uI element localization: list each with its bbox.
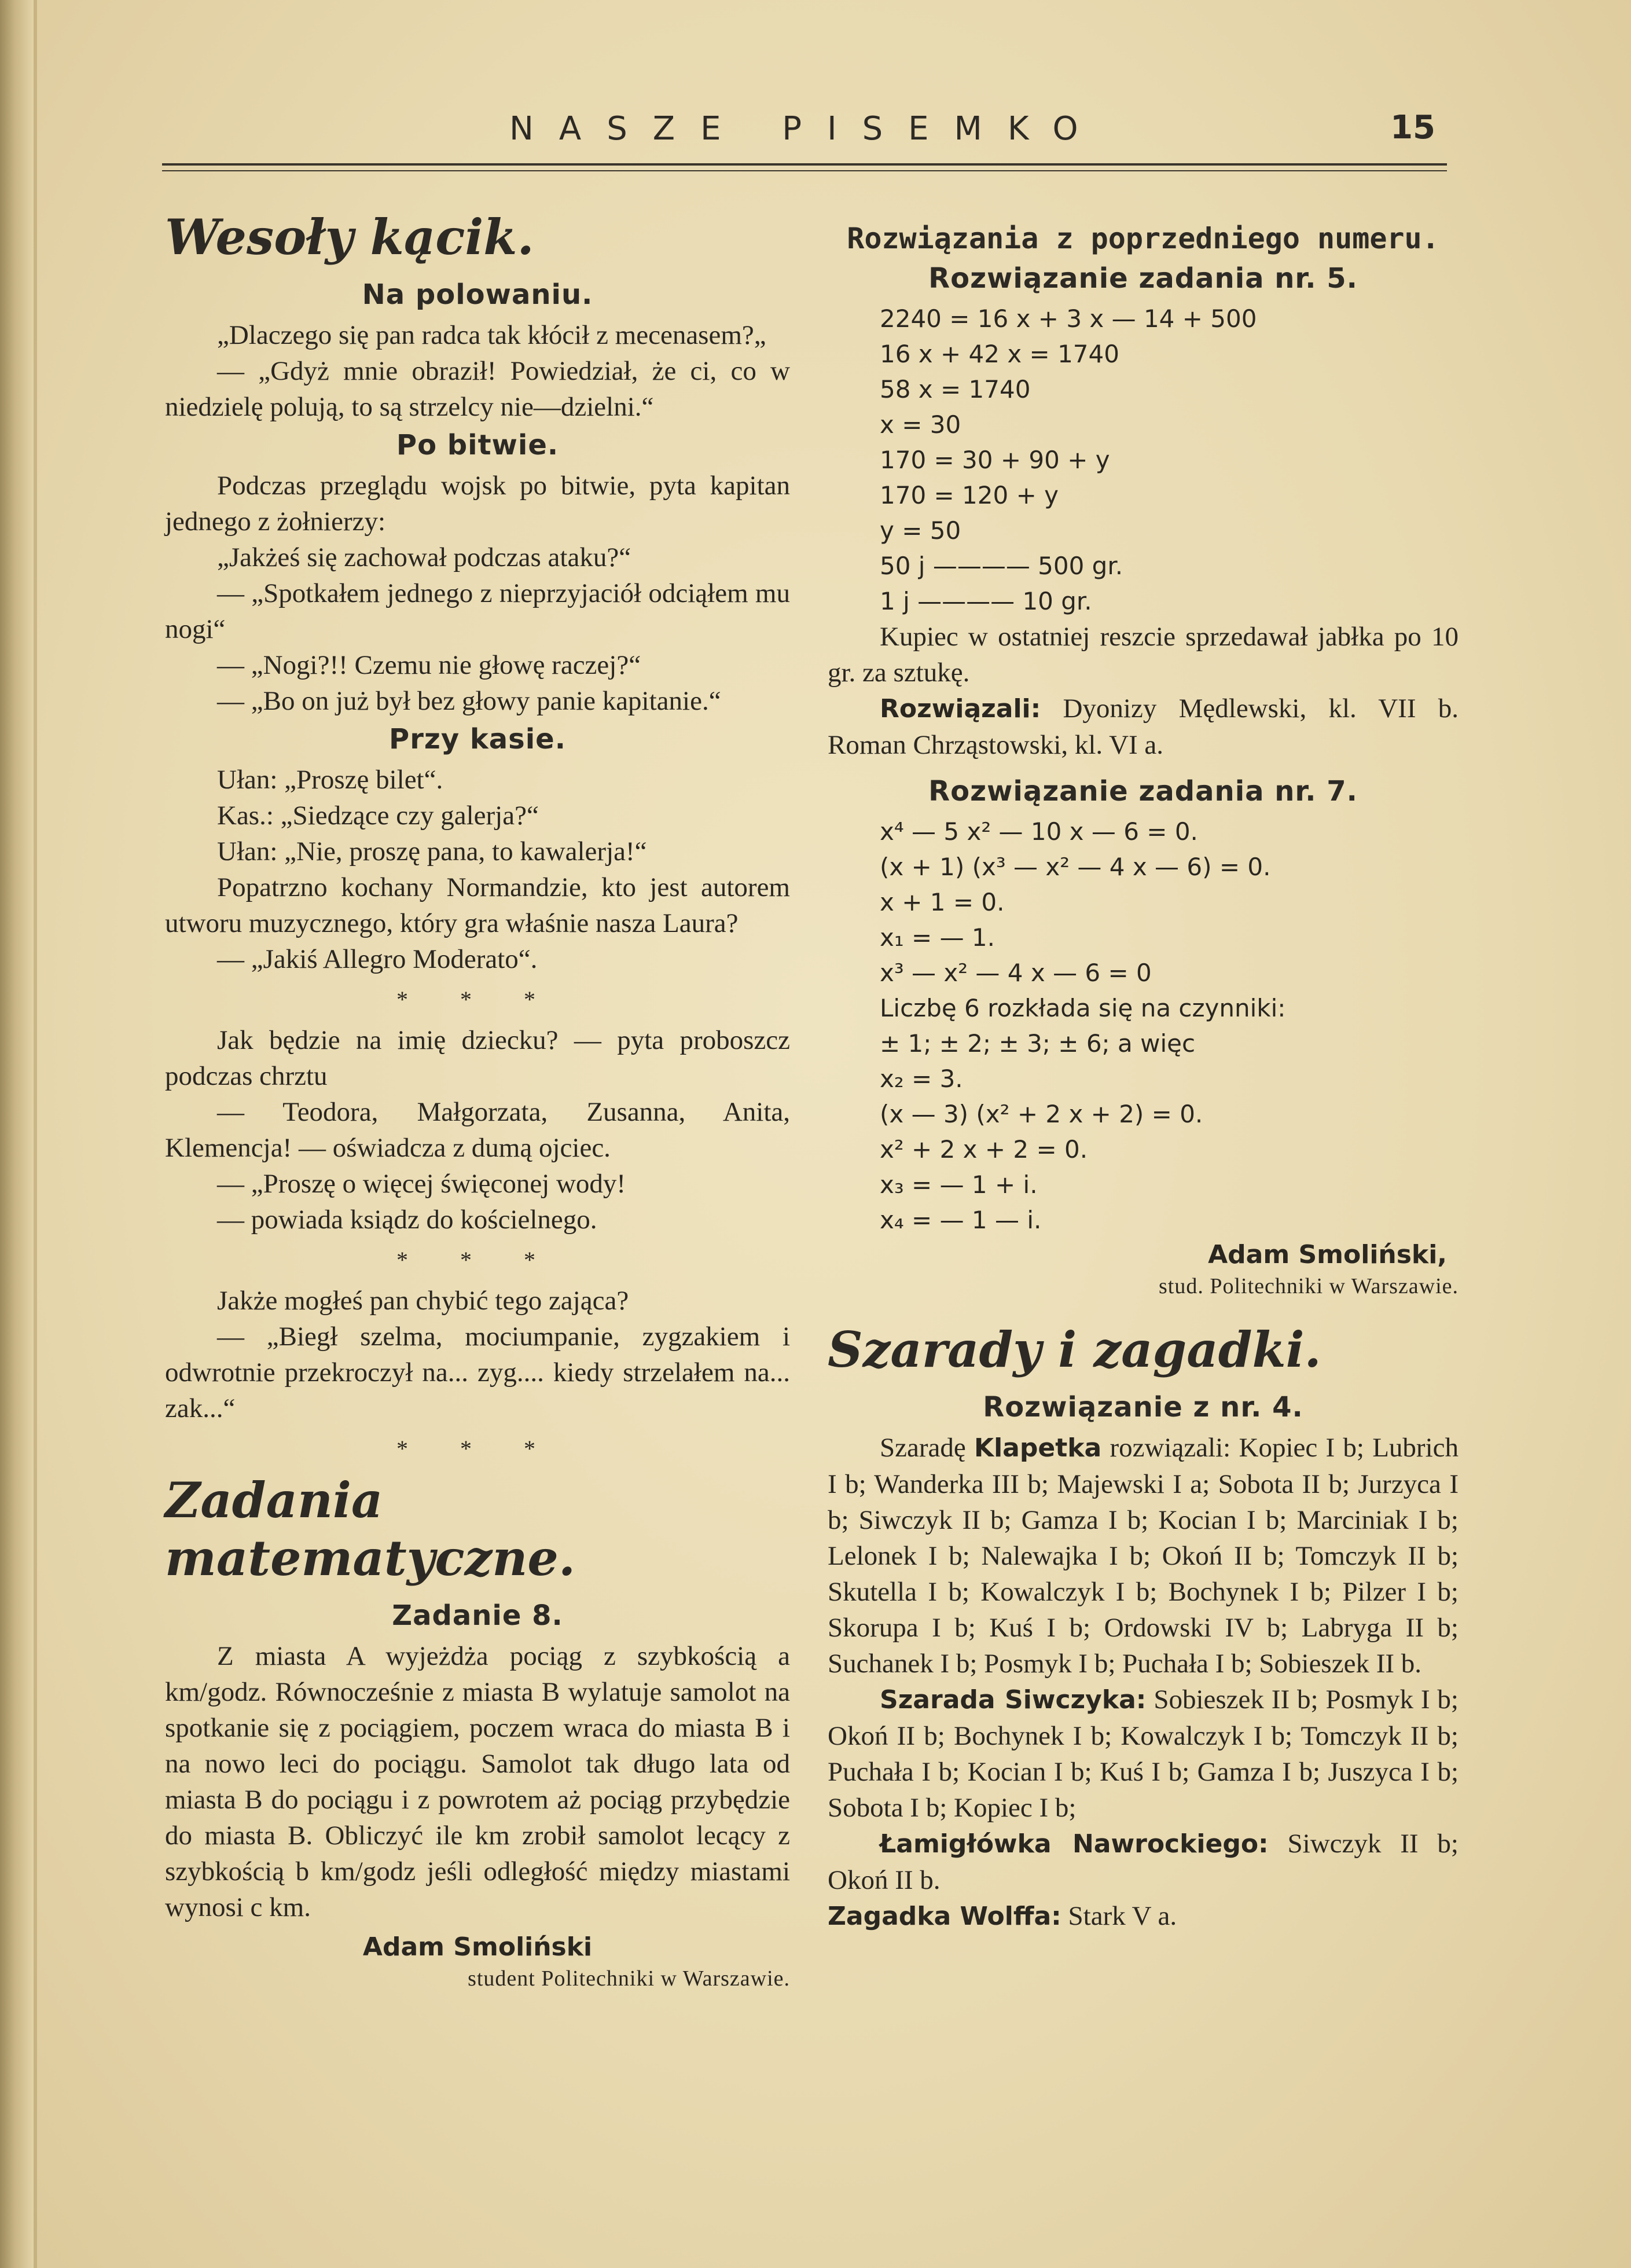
nawrocki-text: Siwczyk II b; Okoń II b. (828, 1829, 1459, 1895)
paragraph: Ułan: „Proszę bilet“. (217, 765, 443, 795)
equation-line: x₃ = — 1 + i. (880, 1170, 1038, 1199)
wolff-text: Stark V a. (1068, 1901, 1177, 1931)
separator-stars: * * * (396, 1436, 559, 1462)
paragraph-klapetka (828, 1430, 1459, 1682)
siwczyk-label: Szarada Siwczyka: (880, 1685, 1147, 1715)
running-title: NASZE PISEMKO (509, 110, 1104, 148)
nawrocki-label: Łamigłówka Nawrockiego: (880, 1829, 1269, 1859)
page-header (162, 110, 1447, 168)
equation-line: (x + 1) (x³ — x² — 4 x — 6) = 0. (880, 853, 1271, 881)
paragraph: — „Proszę o więcej święconej wody! (217, 1169, 626, 1199)
left-column (165, 208, 790, 1992)
heading-rozwiazania: Rozwiązania z poprzedniego numeru. (847, 222, 1439, 255)
paragraph: Jak będzie na imię dziecku? — pyta proboszcz podczas chrztu (165, 1025, 790, 1091)
paragraph-nawrocki (828, 1826, 1459, 1898)
heading-przy-kasie: Przy kasie. (389, 723, 566, 755)
paragraph: „Jakżeś się zachował podczas ataku?“ (217, 542, 631, 572)
equation-line: x₄ = — 1 — i. (880, 1206, 1042, 1234)
binding-edge (34, 0, 37, 2268)
solvers-line (828, 691, 1459, 763)
wolff-label: Zagadka Wolffa: (828, 1902, 1061, 1931)
solvers-label: Rozwiązali: (880, 694, 1041, 724)
author-signature: Adam Smoliński, (1208, 1240, 1447, 1269)
equation-line: 58 x = 1740 (880, 375, 1031, 403)
heading-zadanie-8: Zadanie 8. (392, 1599, 563, 1632)
solvers-names: Dyonizy Mędlewski, kl. VII b. Roman Chrząstowski, kl. VI a. (828, 693, 1459, 760)
paragraph-wolff (828, 1898, 1459, 1935)
binding-spine (0, 0, 34, 2268)
paragraph-siwczyk (828, 1682, 1459, 1826)
paragraph: Kas.: „Siedzące czy galerja?“ (217, 801, 539, 831)
section-title-zadania: Zadania matematyczne. (165, 1471, 576, 1587)
equation-line: ± 1; ± 2; ± 3; ± 6; a więc (880, 1029, 1196, 1058)
paragraph: Kupiec w ostatniej reszcie sprzedawał jabłka po 10 gr. za sztukę. (828, 622, 1459, 688)
klapetka-text: rozwiązali: Kopiec I b; Lubrich I b; Wanderka III b; Majewski I a; Sobota II b; Jurzyca I b; Siwczyk II b; Gamza I b; Kocian I b; Marciniak I b; Lelonek I b; Nalewajka I b; Okoń II b; Tomczyk II b; Skutella I b; Kowalczyk I b; Bochynek I b; Pilzer I b; Skorupa I b; Kuś I b; Ordowski IV b; Labryga II b; Suchanek I b; Posmyk I b; Puchała I b; Sobieszek II b. (828, 1433, 1459, 1679)
paragraph: — „Nogi?!! Czemu nie głowę raczej?“ (217, 650, 641, 680)
paragraph: — „Jakiś Allegro Moderato“. (217, 944, 538, 974)
paragraph: „Dlaczego się pan radca tak kłócił z mecenasem?„ (217, 320, 766, 350)
paragraph-zadanie: Z miasta A wyjeżdża pociąg z szybkością a km/godz. Równocześnie z miasta B wylatuje samolot na spotkanie się z pociągiem, poczem wraca do miasta B i na nowo leci do pociągu. Samolot tak długo lata od miasta B do pociągu i z powrotem aż pociąg przybędzie do miasta B. Obliczyć ile km zrobił samolot lecący z szybkością b km/godz jeśli odległość między miastami wynosi c km. (165, 1641, 790, 1922)
klapetka-label: Klapetka (974, 1433, 1102, 1463)
paragraph: Ułan: „Nie, proszę pana, to kawalerja!“ (217, 836, 647, 867)
equation-line: x + 1 = 0. (880, 888, 1005, 916)
page-number: 15 (1390, 109, 1435, 146)
paragraph: Popatrzno kochany Normandzie, kto jest autorem utworu muzycznego, który gra właśnie nasza Laura? (165, 872, 790, 938)
equation-line: x₁ = — 1. (880, 923, 996, 952)
section-title-wesoly-kacik: Wesoły kącik. (165, 208, 534, 266)
separator-stars: * * * (396, 986, 559, 1012)
paragraph: — „Gdyż mnie obraził! Powiedział, że ci, co w niedzielę polują, to są strzelcy nie—dzielni.“ (165, 356, 790, 422)
equation-line: x⁴ — 5 x² — 10 x — 6 = 0. (880, 817, 1198, 846)
equation-line: 170 = 120 + y (880, 481, 1059, 509)
heading-po-bitwie: Po bitwie. (396, 429, 559, 461)
paragraph: Podczas przeglądu wojsk po bitwie, pyta kapitan jednego z żołnierzy: (165, 471, 790, 537)
heading-rozwiazanie-5: Rozwiązanie zadania nr. 5. (928, 262, 1358, 295)
equation-line: 1 j ———— 10 gr. (880, 587, 1092, 615)
paragraph: — powiada ksiądz do kościelnego. (217, 1205, 597, 1235)
author-affiliation: student Politechniki w Warszawie. (468, 1966, 790, 1991)
paragraph: — Teodora, Małgorzata, Zusanna, Anita, Klemencja! — oświadcza z dumą ojciec. (165, 1097, 790, 1163)
author-affiliation: stud. Politechniki w Warszawie. (1159, 1274, 1459, 1298)
equation-line: x₂ = 3. (880, 1065, 963, 1093)
equation-line: y = 50 (880, 516, 961, 545)
equation-line: (x — 3) (x² + 2 x + 2) = 0. (880, 1100, 1203, 1128)
author-signature: Adam Smoliński (362, 1932, 593, 1962)
klapetka-pre: Szaradę (880, 1433, 966, 1463)
section-title-szarady: Szarady i zagadki. (828, 1321, 1321, 1378)
equation-line: Liczbę 6 rozkłada się na czynniki: (880, 994, 1286, 1022)
header-rule-thin (162, 170, 1447, 171)
paragraph: Jakże mogłeś pan chybić tego zająca? (217, 1286, 629, 1316)
equation-line: 170 = 30 + 90 + y (880, 446, 1110, 474)
equation-line: 16 x + 42 x = 1740 (880, 340, 1119, 368)
paragraph: — „Spotkałem jednego z nieprzyjaciół odciąłem mu nogi“ (165, 578, 790, 644)
heading-na-polowaniu: Na polowaniu. (362, 278, 593, 311)
equation-line: 50 j ———— 500 gr. (880, 552, 1123, 580)
header-rule (162, 163, 1447, 166)
paragraph: — „Bo on już był bez głowy panie kapitanie.“ (217, 686, 721, 716)
separator-stars: * * * (396, 1247, 559, 1273)
right-column (828, 208, 1459, 1935)
heading-rozwiazanie-7: Rozwiązanie zadania nr. 7. (928, 775, 1358, 808)
heading-rozwiazanie-nr4: Rozwiązanie z nr. 4. (983, 1391, 1303, 1423)
equation-line: x³ — x² — 4 x — 6 = 0 (880, 959, 1152, 987)
equation-line: x² + 2 x + 2 = 0. (880, 1135, 1088, 1164)
paragraph: — „Biegł szelma, mociumpanie, zygzakiem i odwrotnie przekroczył na... zyg.... kiedy strzelałem na... zak...“ (165, 1322, 790, 1423)
equation-line: x = 30 (880, 410, 961, 439)
siwczyk-text: Sobieszek II b; Posmyk I b; Okoń II b; Bochynek I b; Kowalczyk I b; Tomczyk II b; Puchała I b; Kocian I b; Kuś I b; Gamza I b; Juszyca I b; Sobota I b; Kopiec I b; (828, 1685, 1459, 1823)
equation-line: 2240 = 16 x + 3 x — 14 + 500 (880, 304, 1257, 333)
